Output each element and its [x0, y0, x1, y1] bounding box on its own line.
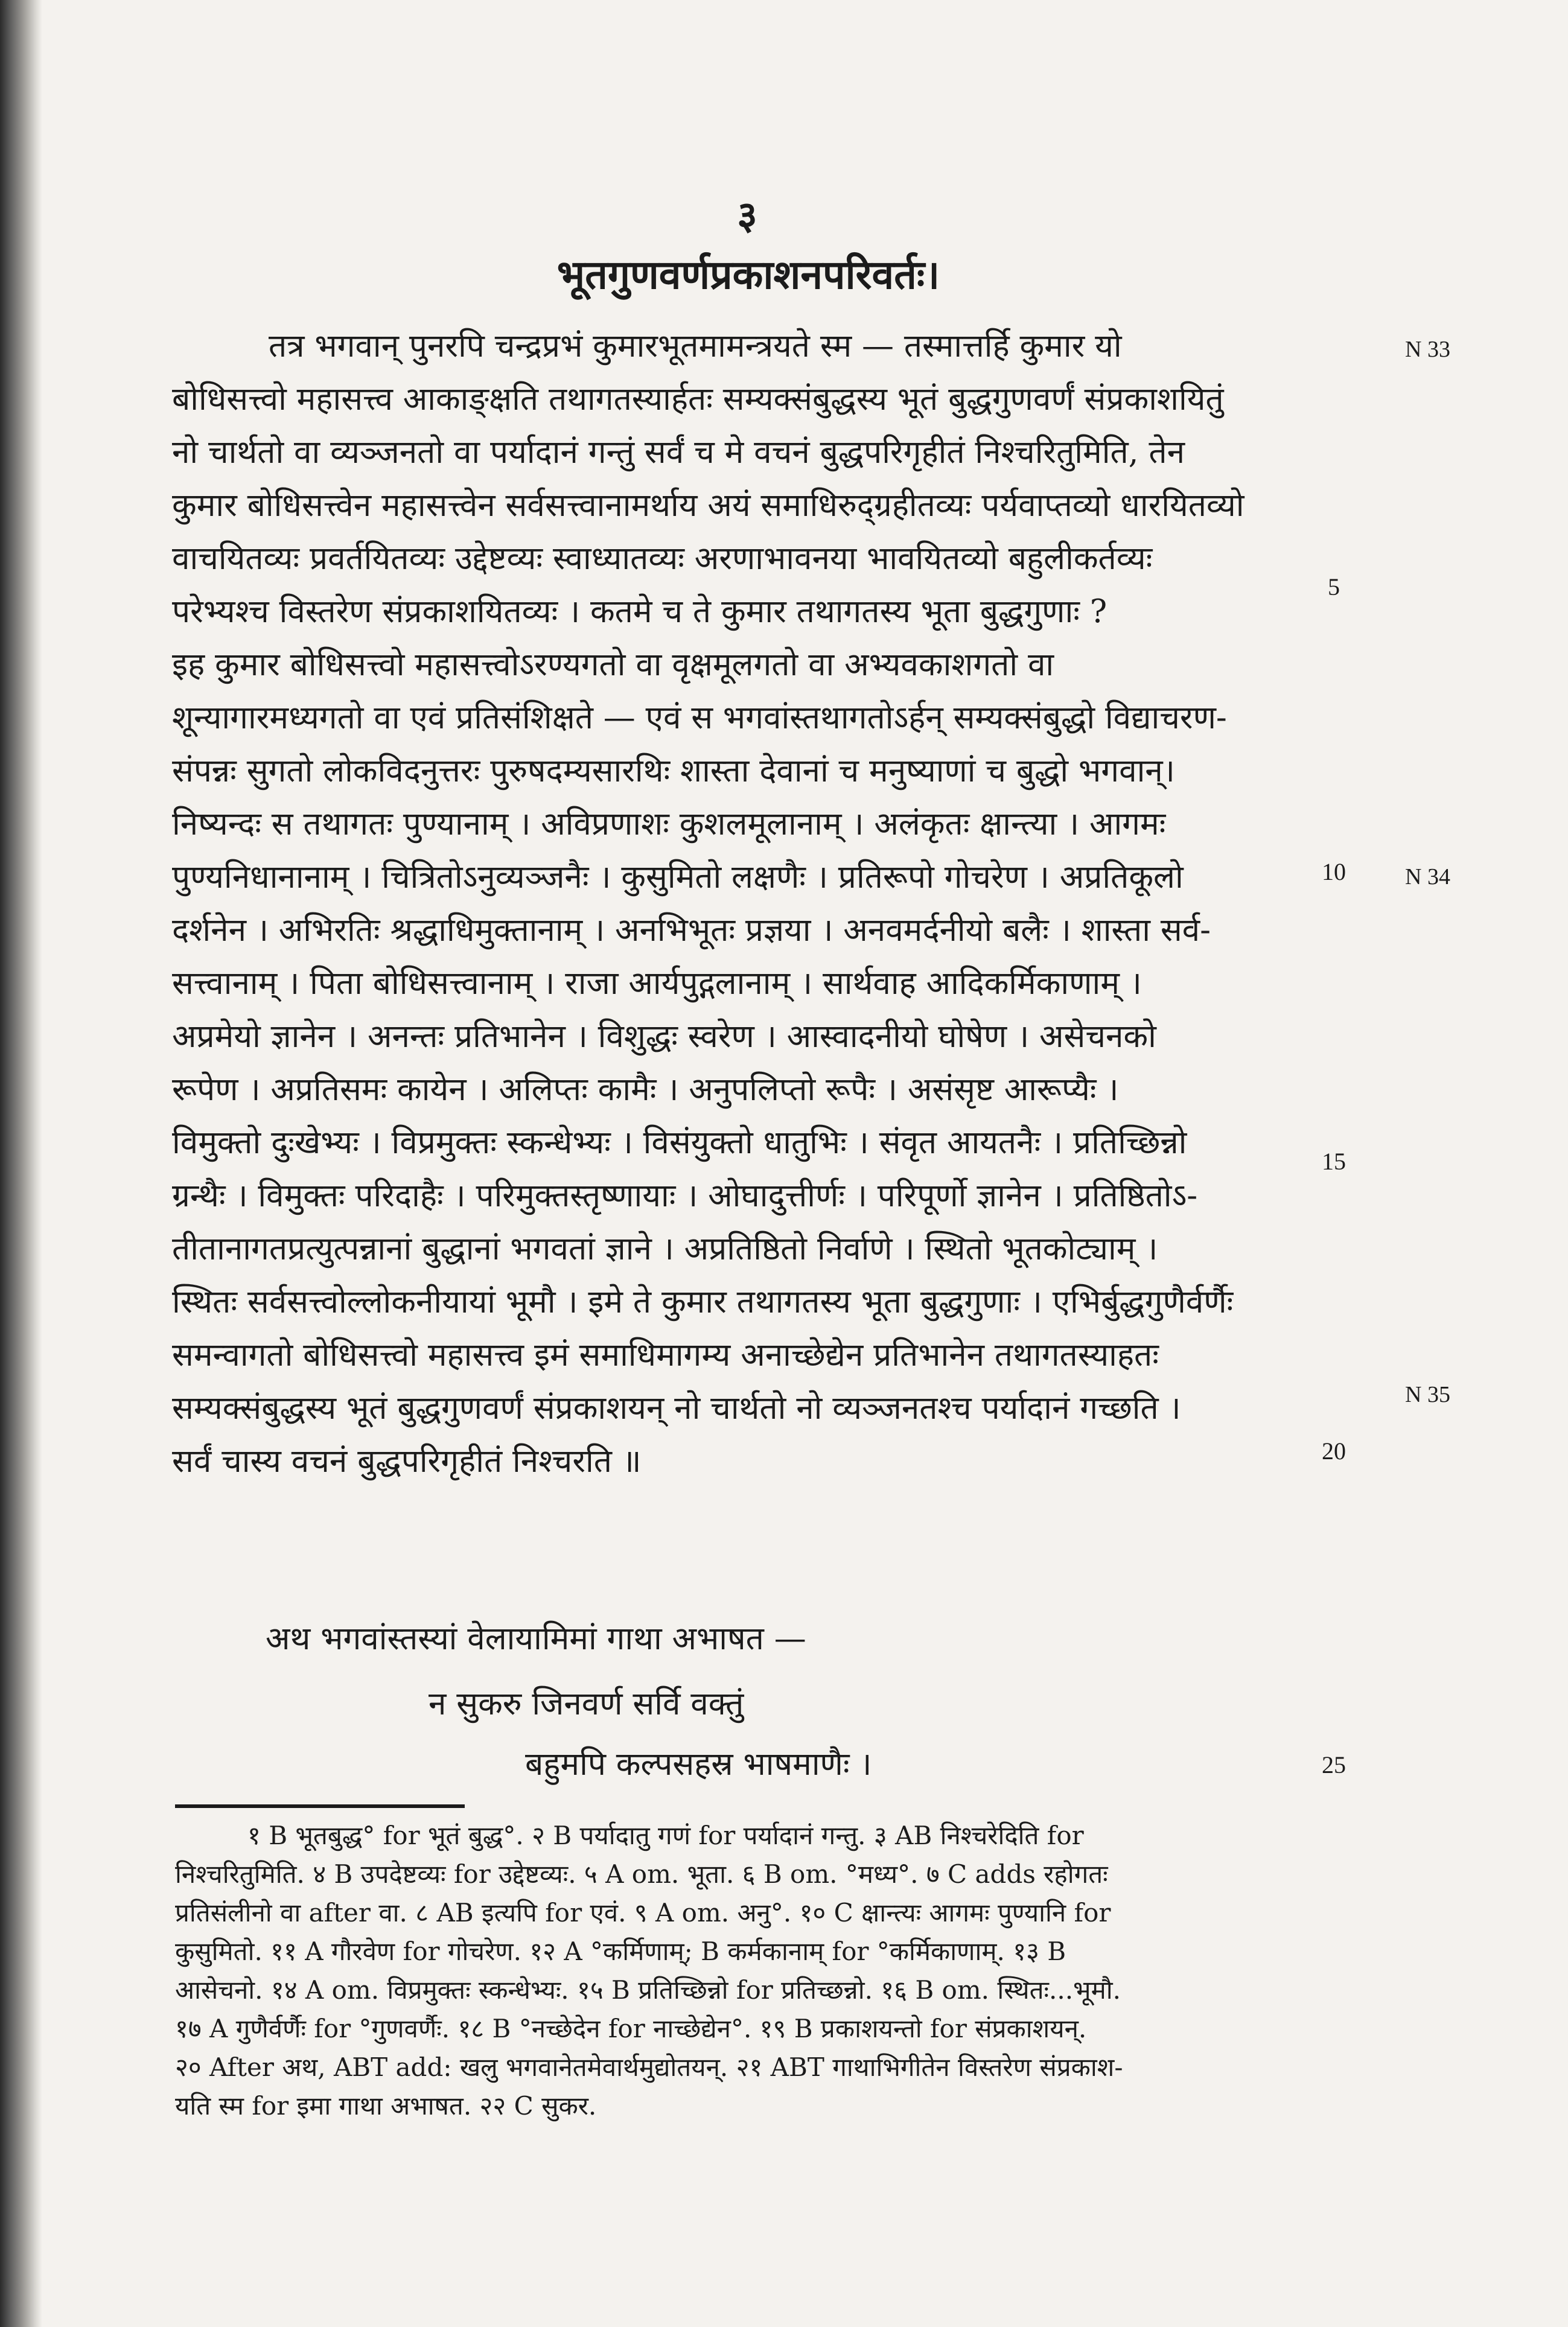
body-line: ग्रन्थैः । विमुक्तः परिदाहैः । परिमुक्तस्तृष्णायाः । ओघादुत्तीर्णः । परिपूर्णो ज्ञानेन । प्रतिष्ठितोऽ-: [172, 1177, 1198, 1214]
body-line: तीतानागतप्रत्युत्पन्नानां बुद्धानां भगवतां ज्ञाने । अप्रतिष्ठितो निर्वाणे । स्थितो भूतकोट्याम् ।: [172, 1230, 1158, 1267]
line-number: 15: [1322, 1148, 1346, 1175]
footnote-line: यति स्म for इमा गाथा अभाषत. २२ C सुकर.: [175, 2091, 597, 2121]
footnote-line: २० After अथ, ABT add: खलु भगवानेतमेवार्थमुद्योतयन्. २१ ABT गाथाभिगीतेन विस्तरेण संप्रकाश-: [175, 2052, 1123, 2082]
body-line: रूपेण । अप्रतिसमः कायेन । अलिप्तः कामैः । अनुपलिप्तो रूपैः । असंसृष्ट आरूप्यैः ।: [172, 1071, 1119, 1108]
margin-reference: N 34: [1405, 864, 1450, 890]
footnote-line: १ B भूतबुद्ध° for भूतं बुद्ध°. २ B पर्यादातु गणं for पर्यादानं गन्तु. ३ AB निश्चरेदिति for: [247, 1821, 1084, 1850]
body-line: निष्यन्दः स तथागतः पुण्यानाम् । अविप्रणाशः कुशलमूलानाम् । अलंकृतः क्षान्त्या । आगमः: [172, 806, 1166, 842]
line-number: 5: [1328, 573, 1340, 600]
footnote-rule: [175, 1804, 465, 1808]
footnotes: [175, 1816, 1334, 2125]
body-line: वाचयितव्यः प्रवर्तयितव्यः उद्देष्टव्यः स्वाध्यातव्यः अरणाभावनया भावयितव्यो बहुलीकर्तव्यः: [172, 540, 1153, 577]
body-line: पुण्यनिधानानाम् । चित्रितोऽनुव्यञ्जनैः । कुसुमितो लक्षणैः । प्रतिरूपो गोचरेण । अप्रतिकूलो: [172, 859, 1184, 896]
line-number: 10: [1322, 858, 1346, 885]
body-line: स्थितः सर्वसत्त्वोल्लोकनीयायां भूमौ । इमे ते कुमार तथागतस्य भूता बुद्धगुणाः । एभिर्बुद्धगुणैर्वर्णैः: [172, 1284, 1234, 1320]
footnote-line: प्रतिसंलीनो वा after वा. ८ AB इत्यपि for एवं. ९ A om. अनु°. १० C क्षान्त्यः आगमः पुण्यानि for: [175, 1898, 1111, 1927]
body-line: विमुक्तो दुःखेभ्यः । विप्रमुक्तः स्कन्धेभ्यः । विसंयुक्तो धातुभिः । संवृत आयतनैः । प्रतिच्छिन्नो: [172, 1124, 1187, 1161]
body-line: तत्र भगवान् पुनरपि चन्द्रप्रभं कुमारभूतमामन्त्रयते स्म — तस्मात्तर्हि कुमार यो: [269, 328, 1122, 364]
book-binding-shadow: [0, 0, 42, 2327]
verse-line: न सुकरु जिनवर्ण सर्वि वक्तुं: [429, 1686, 744, 1722]
line-number: 20: [1322, 1437, 1346, 1465]
body-line: संपन्नः सुगतो लोकविदनुत्तरः पुरुषदम्यसारथिः शास्ता देवानां च मनुष्याणां च बुद्धो भगवान्।: [172, 753, 1175, 789]
body-line: नो चार्थतो वा व्यञ्जनतो वा पर्यादानं गन्तुं सर्वं च मे वचनं बुद्धपरिगृहीतं निश्चरितुमिति, तेन: [172, 434, 1185, 471]
footnote-line: निश्चरितुमिति. ४ B उपदेष्टव्यः for उद्देष्टव्यः. ५ A om. भूता. ६ B om. °मध्य°. ७ C adds रहोगतः: [175, 1859, 1108, 1889]
chapter-title: भूतगुणवर्णप्रकाशनपरिवर्तः।: [556, 251, 940, 298]
body-line: परेभ्यश्च विस्तरेण संप्रकाशयितव्यः । कतमे च ते कुमार तथागतस्य भूता बुद्धगुणाः ?: [172, 593, 1107, 630]
body-line: बोधिसत्त्वो महासत्त्व आकाङ्क्षति तथागतस्यार्हतः सम्यक्संबुद्धस्य भूतं बुद्धगुणवर्णं संप्रकाशयितुं: [172, 381, 1224, 418]
margin-reference: N 35: [1405, 1382, 1450, 1407]
footnote-line: आसेचनो. १४ A om. विप्रमुक्तः स्कन्धेभ्यः. १५ B प्रतिच्छिन्नो for प्रतिच्छन्नो. १६ B om. स्थितः...भूमौ.: [175, 1975, 1121, 2005]
body-line: अप्रमेयो ज्ञानेन । अनन्तः प्रतिभानेन । विशुद्धः स्वरेण । आस्वादनीयो घोषेण । असेचनको: [172, 1018, 1156, 1055]
body-line: इह कुमार बोधिसत्त्वो महासत्त्वोऽरण्यगतो वा वृक्षमूलगतो वा अभ्यवकाशगतो वा: [172, 646, 1054, 683]
body-line: समन्वागतो बोधिसत्त्वो महासत्त्व इमं समाधिमागम्य अनाच्छेद्येन प्रतिभानेन तथागतस्याहतः: [172, 1337, 1159, 1374]
body-line: सम्यक्संबुद्धस्य भूतं बुद्धगुणवर्णं संप्रकाशयन् नो चार्थतो नो व्यञ्जनतश्च पर्यादानं गच्छति ।: [172, 1390, 1181, 1427]
verse-line: बहुमपि कल्पसहस्र भाषमाणैः ।: [525, 1746, 872, 1783]
margin-reference: N 33: [1405, 337, 1450, 362]
body-line: सर्वं चास्य वचनं बुद्धपरिगृहीतं निश्चरति ॥: [172, 1443, 642, 1480]
verse-intro: अथ भगवांस्तस्यां वेलायामिमां गाथा अभाषत —: [266, 1620, 806, 1657]
body-line: सत्त्वानाम् । पिता बोधिसत्त्वानाम् । राजा आर्यपुद्गलानाम् । सार्थवाह आदिकर्मिकाणाम् ।: [172, 965, 1142, 1002]
body-line: दर्शनेन । अभिरतिः श्रद्धाधिमुक्तानाम् । अनभिभूतः प्रज्ञया । अनवमर्दनीयो बलैः । शास्ता सर्व-: [172, 912, 1211, 949]
body-line: शून्यागारमध्यगतो वा एवं प्रतिसंशिक्षते — एवं स भगवांस्तथागतोऽर्हन् सम्यक्संबुद्धो विद्याचरण-: [172, 699, 1227, 736]
footnote-line: १७ A गुणैर्वर्णैः for °गुणवर्णैः. १८ B °नच्छेदेन for नाच्छेद्येन°. १९ B प्रकाशयन्तो for संप्रकाशयन्.: [175, 2014, 1087, 2043]
page-number: ३: [737, 193, 757, 238]
body-text: [172, 320, 1319, 1488]
line-number: 25: [1322, 1751, 1346, 1778]
footnote-line: कुसुमितो. ११ A गौरवेण for गोचरेण. १२ A °कर्मिणाम्; B कर्मकानाम् for °कर्मिकाणाम्. १३ B: [175, 1937, 1066, 1966]
body-line: कुमार बोधिसत्त्वेन महासत्त्वेन सर्वसत्त्वानामर्थाय अयं समाधिरुद्ग्रहीतव्यः पर्यवाप्तव्यो धारयितव्यो: [172, 487, 1245, 524]
